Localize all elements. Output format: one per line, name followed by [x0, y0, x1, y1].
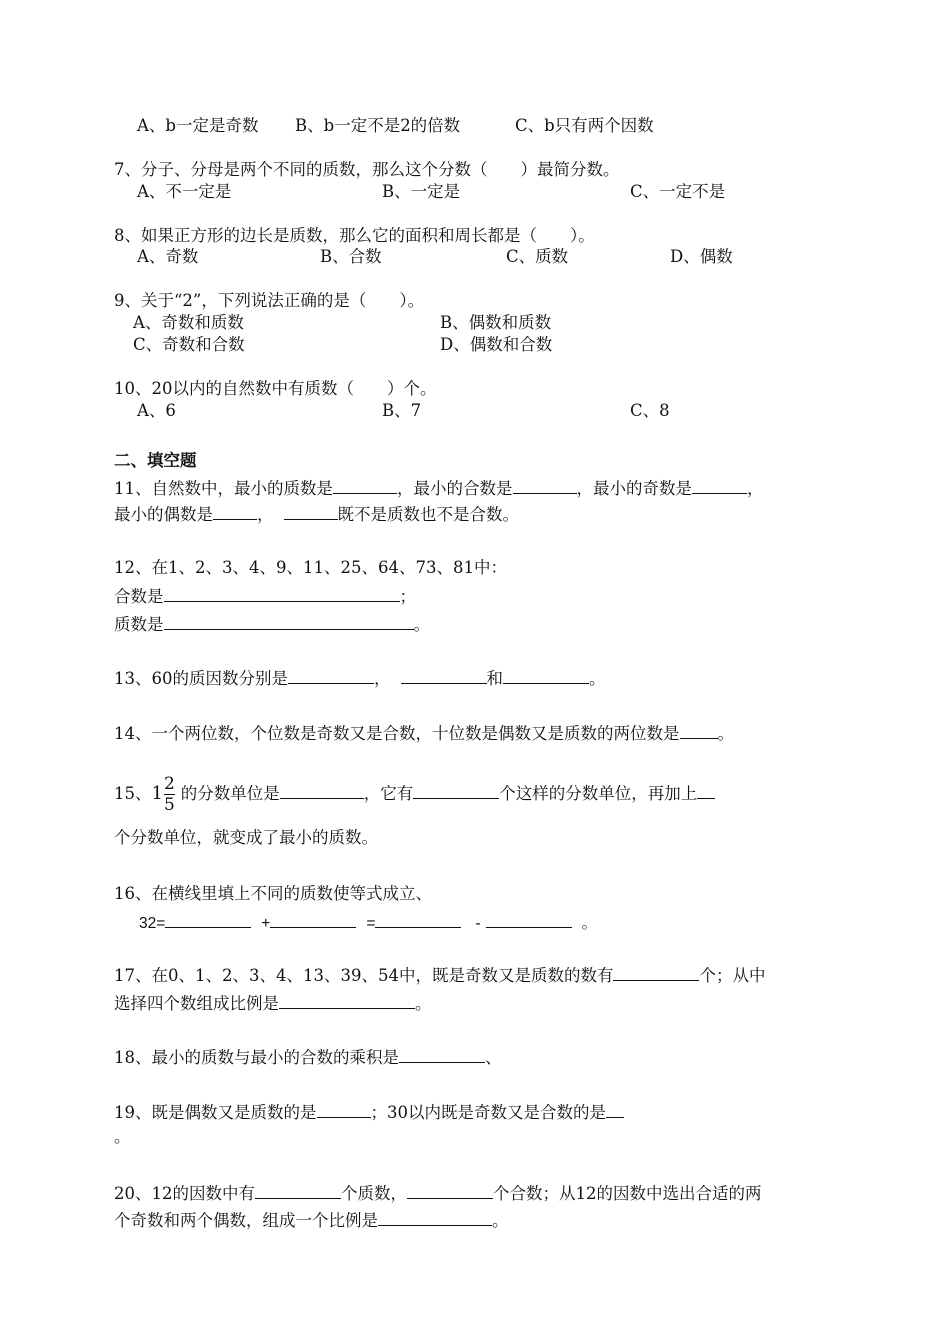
- q9-option-c: C、奇数和合数: [133, 335, 245, 354]
- q16-plus: +: [261, 915, 271, 932]
- q10-option-c: C、8: [630, 401, 670, 420]
- q9-option-a: A、奇数和质数: [133, 313, 244, 332]
- answer-blank[interactable]: [680, 722, 718, 739]
- answer-blank[interactable]: [399, 1046, 485, 1063]
- answer-blank[interactable]: [255, 1182, 341, 1199]
- q7-stem: 7、分子、分母是两个不同的质数，那么这个分数（ ）最简分数。: [114, 160, 620, 179]
- answer-blank[interactable]: [164, 613, 414, 630]
- q13-text-3: 和: [486, 669, 503, 688]
- q16-stem: 16、在横线里填上不同的质数使等式成立、: [114, 884, 432, 903]
- q8-option-a: A、奇数: [137, 247, 199, 266]
- q20-text-3: 个合数；从12的因数中选出合适的两: [493, 1184, 762, 1203]
- q7-option-a: A、不一定是: [137, 182, 232, 201]
- q15-denominator: 5: [163, 795, 175, 815]
- q17-text-2: 个；从中: [699, 966, 766, 985]
- answer-blank[interactable]: [213, 503, 257, 520]
- answer-blank[interactable]: [164, 585, 400, 602]
- q15-text-3: 个这样的分数单位，再加上: [499, 784, 698, 803]
- q15-numerator: 2: [163, 774, 175, 794]
- answer-blank[interactable]: [401, 667, 487, 684]
- q13-text-4: 。: [589, 669, 606, 688]
- answer-blank[interactable]: [692, 477, 747, 494]
- q12-composite-label: 合数是: [114, 587, 164, 606]
- answer-blank[interactable]: [280, 782, 364, 799]
- answer-blank[interactable]: [413, 782, 499, 799]
- q16-end: 。: [581, 915, 598, 932]
- q11-text-2: ，最小的合数是: [397, 479, 513, 498]
- answer-blank[interactable]: [333, 477, 397, 494]
- answer-blank[interactable]: [317, 1101, 371, 1118]
- q11-text-7: 既不是质数也不是合数。: [337, 505, 519, 524]
- q19-text-2: ；30以内既是奇数又是合数的是: [370, 1103, 606, 1122]
- q16-equals: =: [366, 915, 376, 932]
- answer-blank[interactable]: [697, 782, 715, 799]
- q13-text-2: ，: [374, 669, 391, 688]
- q10-option-a: A、6: [137, 401, 176, 420]
- q7-option-b: B、一定是: [382, 182, 461, 201]
- q9-option-d: D、偶数和合数: [440, 335, 553, 354]
- q9-stem: 9、关于“2”，下列说法正确的是（ ）。: [114, 291, 425, 310]
- answer-blank[interactable]: [378, 1209, 492, 1226]
- q15-text-1: 的分数单位是: [180, 784, 280, 803]
- answer-blank[interactable]: [375, 911, 461, 928]
- q8-stem: 8、如果正方形的边长是质数，那么它的面积和周长都是（ ）。: [114, 226, 595, 245]
- q12-composite-end: ；: [399, 587, 416, 606]
- q11-text-1: 11、自然数中，最小的质数是: [114, 479, 333, 498]
- question-13: [114, 667, 606, 689]
- answer-blank[interactable]: [513, 477, 577, 494]
- q15-text-2: ，它有: [363, 784, 414, 803]
- q12-stem: 12、在1、2、3、4、9、11、25、64、73、81中：: [114, 558, 507, 577]
- q12-prime-end: 。: [413, 615, 430, 634]
- answer-blank[interactable]: [288, 667, 374, 684]
- q17-text-4: 。: [415, 994, 432, 1013]
- answer-blank[interactable]: [606, 1101, 624, 1118]
- q18-text-2: 、: [485, 1048, 502, 1067]
- q19-text-3: 。: [114, 1127, 131, 1146]
- q9-option-b: B、偶数和质数: [440, 313, 552, 332]
- q15-text-4: 个分数单位，就变成了最小的质数。: [114, 828, 378, 847]
- q11-text-5: 最小的偶数是: [114, 505, 213, 524]
- q11-text-4: ，: [747, 479, 764, 498]
- q18-text-1: 18、最小的质数与最小的合数的乘积是: [114, 1048, 399, 1067]
- q6-option-a: A、b一定是奇数: [137, 116, 259, 135]
- section-title-fill-in: 二、填空题: [114, 451, 197, 470]
- q20-text-4: 个奇数和两个偶数，组成一个比例是: [114, 1211, 378, 1230]
- q15-fraction: [164, 775, 175, 814]
- q11-text-6: ，: [257, 505, 274, 524]
- answer-blank[interactable]: [503, 667, 589, 684]
- q14-text-2: 。: [717, 724, 734, 743]
- q6-option-b: B、b一定不是2的倍数: [295, 116, 461, 135]
- q8-option-b: B、合数: [320, 247, 382, 266]
- question-14: [114, 722, 734, 744]
- q7-option-c: C、一定不是: [630, 182, 726, 201]
- q20-text-2: 个质数，: [341, 1184, 407, 1203]
- q16-minus: -: [475, 915, 481, 932]
- q6-option-c: C、b只有两个因数: [515, 116, 654, 135]
- q8-option-c: C、质数: [506, 247, 569, 266]
- q11-text-3: ，最小的奇数是: [576, 479, 692, 498]
- answer-blank[interactable]: [407, 1182, 493, 1199]
- q10-option-b: B、7: [382, 401, 422, 420]
- answer-blank[interactable]: [279, 992, 415, 1009]
- q10-stem: 10、20以内的自然数中有质数（ ）个。: [114, 379, 437, 398]
- answer-blank[interactable]: [165, 911, 251, 928]
- q12-prime-label: 质数是: [114, 615, 164, 634]
- answer-blank[interactable]: [270, 911, 356, 928]
- q8-option-d: D、偶数: [670, 247, 733, 266]
- answer-blank[interactable]: [613, 964, 699, 981]
- q17-text-3: 选择四个数组成比例是: [114, 994, 279, 1013]
- q20-text-5: 。: [492, 1211, 509, 1230]
- q17-text-1: 17、在0、1、2、3、4、13、39、54中，既是奇数又是质数的数有: [114, 966, 614, 985]
- question-18: [114, 1046, 502, 1068]
- q16-lhs: 32=: [139, 915, 166, 932]
- q13-text-1: 13、60的质因数分别是: [114, 669, 288, 688]
- q14-text-1: 14、一个两位数，个位数是奇数又是合数，十位数是偶数又是质数的两位数是: [114, 724, 680, 743]
- answer-blank[interactable]: [284, 503, 338, 520]
- q19-text-1: 19、既是偶数又是质数的是: [114, 1103, 317, 1122]
- q15-mixed-whole: 1: [151, 783, 163, 804]
- q20-text-1: 20、12的因数中有: [114, 1184, 255, 1203]
- q15-prefix: 15、: [114, 784, 152, 803]
- answer-blank[interactable]: [486, 911, 572, 928]
